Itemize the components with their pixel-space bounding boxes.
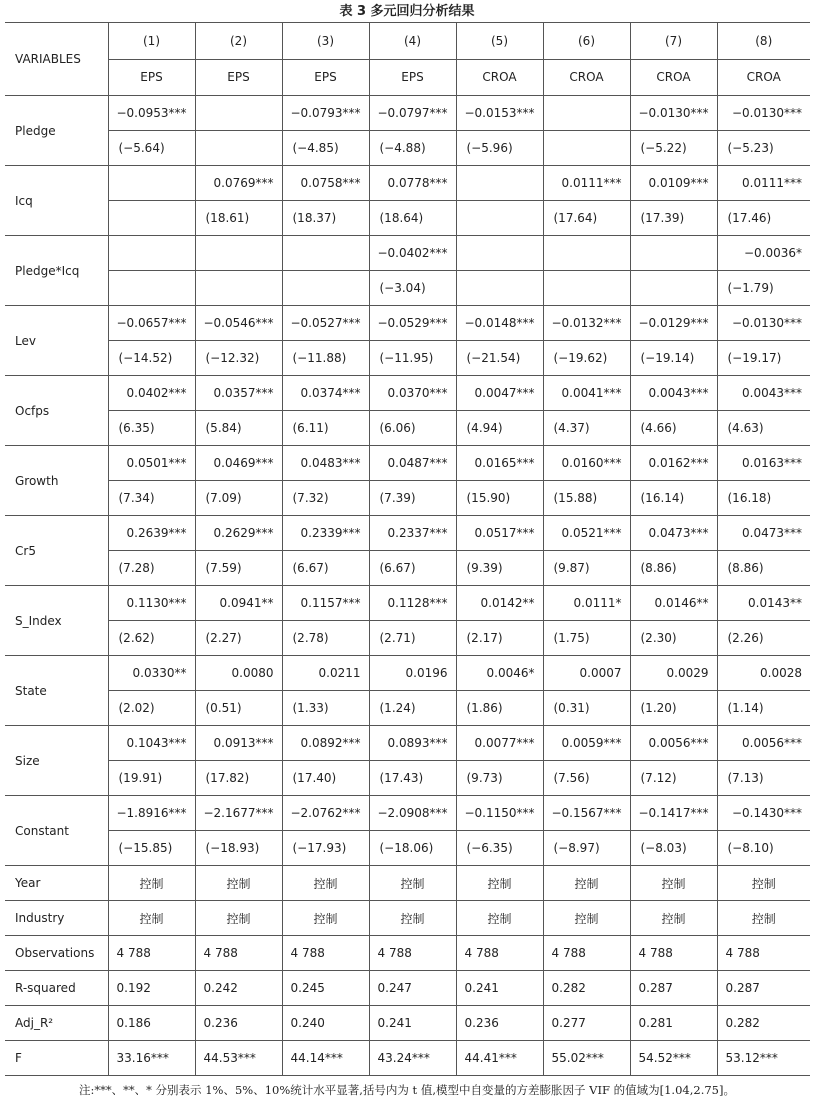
coef-cell: 0.0196 xyxy=(369,656,456,691)
coef-cell: 0.0892*** xyxy=(282,726,369,761)
tval-cell: (18.64) xyxy=(369,201,456,236)
tval-cell: (17.64) xyxy=(543,201,630,236)
model-number: (5) xyxy=(456,23,543,60)
stat-cell: 4 788 xyxy=(456,936,543,971)
tval-cell: (−11.88) xyxy=(282,341,369,376)
tval-cell: (−3.04) xyxy=(369,271,456,306)
coef-cell xyxy=(456,166,543,201)
stat-cell: 0.247 xyxy=(369,971,456,1006)
tval-cell: (−12.32) xyxy=(195,341,282,376)
control-cell: 控制 xyxy=(630,901,717,936)
tval-cell: (6.67) xyxy=(369,551,456,586)
coef-cell xyxy=(630,236,717,271)
tval-cell: (1.75) xyxy=(543,621,630,656)
variable-name: Growth xyxy=(5,446,108,516)
coef-cell xyxy=(195,96,282,131)
stat-name: Adj_R² xyxy=(5,1006,108,1041)
header-row-models xyxy=(5,23,810,60)
coef-cell: 0.0046* xyxy=(456,656,543,691)
coef-cell: −0.0129*** xyxy=(630,306,717,341)
coef-cell: 0.1043*** xyxy=(108,726,195,761)
tval-cell: (7.39) xyxy=(369,481,456,516)
dependent-var: CROA xyxy=(543,59,630,96)
tval-row xyxy=(5,271,810,306)
variable-name: Pledge*Icq xyxy=(5,236,108,306)
tval-cell: (−18.93) xyxy=(195,831,282,866)
coef-row xyxy=(5,586,810,621)
control-cell: 控制 xyxy=(108,901,195,936)
stat-cell: 4 788 xyxy=(108,936,195,971)
coef-cell: −0.0132*** xyxy=(543,306,630,341)
tval-cell: (2.30) xyxy=(630,621,717,656)
tval-cell: (−8.03) xyxy=(630,831,717,866)
tval-row xyxy=(5,481,810,516)
dependent-var: CROA xyxy=(456,59,543,96)
tval-row xyxy=(5,411,810,446)
control-row xyxy=(5,901,810,936)
coef-cell: −0.0148*** xyxy=(456,306,543,341)
tval-cell: (17.39) xyxy=(630,201,717,236)
control-name: Year xyxy=(5,866,108,901)
coef-cell xyxy=(456,236,543,271)
stat-cell: 4 788 xyxy=(717,936,810,971)
coef-cell: 0.0330** xyxy=(108,656,195,691)
tval-cell: (4.63) xyxy=(717,411,810,446)
coef-cell: 0.1157*** xyxy=(282,586,369,621)
coef-cell: −0.0797*** xyxy=(369,96,456,131)
tval-cell: (−19.17) xyxy=(717,341,810,376)
coef-cell: −0.1567*** xyxy=(543,796,630,831)
control-cell: 控制 xyxy=(456,901,543,936)
coef-cell: 0.0469*** xyxy=(195,446,282,481)
table-title: 表 3 多元回归分析结果 xyxy=(339,4,475,19)
coef-cell: 0.0517*** xyxy=(456,516,543,551)
stat-cell: 0.192 xyxy=(108,971,195,1006)
tval-cell: (9.87) xyxy=(543,551,630,586)
coef-cell: −0.0130*** xyxy=(717,306,810,341)
tval-cell: (−5.64) xyxy=(108,131,195,166)
variable-name: Size xyxy=(5,726,108,796)
coef-cell: 0.0146** xyxy=(630,586,717,621)
control-cell: 控制 xyxy=(195,866,282,901)
tval-cell: (6.11) xyxy=(282,411,369,446)
tval-cell: (7.59) xyxy=(195,551,282,586)
coef-cell: 0.2629*** xyxy=(195,516,282,551)
coef-cell xyxy=(282,236,369,271)
coef-row xyxy=(5,516,810,551)
dependent-var: EPS xyxy=(369,59,456,96)
coef-cell: −0.0153*** xyxy=(456,96,543,131)
tval-cell: (−1.79) xyxy=(717,271,810,306)
tval-row xyxy=(5,131,810,166)
coef-cell: 0.0473*** xyxy=(717,516,810,551)
coef-cell: 0.0043*** xyxy=(717,376,810,411)
tval-row xyxy=(5,201,810,236)
stat-cell: 4 788 xyxy=(543,936,630,971)
tval-cell xyxy=(108,201,195,236)
stat-cell: 4 788 xyxy=(630,936,717,971)
coef-cell: 0.0160*** xyxy=(543,446,630,481)
control-cell: 控制 xyxy=(717,866,810,901)
tval-cell: (6.35) xyxy=(108,411,195,446)
coef-cell: 0.0111*** xyxy=(543,166,630,201)
tval-cell: (−17.93) xyxy=(282,831,369,866)
variable-name: State xyxy=(5,656,108,726)
tval-row xyxy=(5,551,810,586)
model-number: (4) xyxy=(369,23,456,60)
dependent-var: EPS xyxy=(195,59,282,96)
stat-row xyxy=(5,1006,810,1041)
stat-row xyxy=(5,936,810,971)
coef-cell: 0.0143** xyxy=(717,586,810,621)
coef-cell: 0.0374*** xyxy=(282,376,369,411)
stat-cell: 0.186 xyxy=(108,1006,195,1041)
tval-cell: (8.86) xyxy=(630,551,717,586)
coef-cell: −0.0402*** xyxy=(369,236,456,271)
coef-cell xyxy=(195,236,282,271)
tval-cell: (2.26) xyxy=(717,621,810,656)
tval-cell: (1.33) xyxy=(282,691,369,726)
tval-cell: (−19.62) xyxy=(543,341,630,376)
coef-cell: 0.0056*** xyxy=(717,726,810,761)
coef-cell: 0.0473*** xyxy=(630,516,717,551)
coef-cell: 0.0211 xyxy=(282,656,369,691)
tval-cell: (−4.85) xyxy=(282,131,369,166)
coef-cell: −2.1677*** xyxy=(195,796,282,831)
stat-cell: 44.53*** xyxy=(195,1041,282,1076)
tval-cell: (−8.97) xyxy=(543,831,630,866)
coef-row xyxy=(5,376,810,411)
tval-cell xyxy=(456,201,543,236)
tval-cell xyxy=(456,271,543,306)
tval-cell: (7.12) xyxy=(630,761,717,796)
variable-name: Constant xyxy=(5,796,108,866)
coef-cell: 0.0077*** xyxy=(456,726,543,761)
tval-cell: (9.39) xyxy=(456,551,543,586)
tval-cell xyxy=(282,271,369,306)
tval-cell: (2.71) xyxy=(369,621,456,656)
tval-cell: (19.91) xyxy=(108,761,195,796)
model-number: (6) xyxy=(543,23,630,60)
tval-cell: (17.46) xyxy=(717,201,810,236)
tval-cell: (7.13) xyxy=(717,761,810,796)
coef-row xyxy=(5,236,810,271)
control-cell: 控制 xyxy=(717,901,810,936)
coef-cell xyxy=(543,96,630,131)
coef-row xyxy=(5,656,810,691)
tval-cell: (0.31) xyxy=(543,691,630,726)
header-row-dependent xyxy=(5,59,810,96)
tval-cell: (1.86) xyxy=(456,691,543,726)
tval-cell: (0.51) xyxy=(195,691,282,726)
coef-cell: −0.1430*** xyxy=(717,796,810,831)
tval-cell: (−5.96) xyxy=(456,131,543,166)
tval-cell: (15.90) xyxy=(456,481,543,516)
stat-cell: 0.282 xyxy=(543,971,630,1006)
variable-name: Cr5 xyxy=(5,516,108,586)
tval-cell: (18.61) xyxy=(195,201,282,236)
variables-header: VARIABLES xyxy=(5,23,108,96)
variable-name: S_Index xyxy=(5,586,108,656)
tval-cell: (2.17) xyxy=(456,621,543,656)
control-cell: 控制 xyxy=(282,866,369,901)
stat-cell: 0.241 xyxy=(456,971,543,1006)
coef-cell: −0.0793*** xyxy=(282,96,369,131)
stat-cell: 43.24*** xyxy=(369,1041,456,1076)
stat-name: F xyxy=(5,1041,108,1076)
model-number: (7) xyxy=(630,23,717,60)
stat-cell: 4 788 xyxy=(369,936,456,971)
coef-cell: 0.0028 xyxy=(717,656,810,691)
tval-cell xyxy=(543,131,630,166)
stat-cell: 0.236 xyxy=(456,1006,543,1041)
coef-cell xyxy=(108,236,195,271)
coef-cell: 0.0501*** xyxy=(108,446,195,481)
tval-cell: (−11.95) xyxy=(369,341,456,376)
tval-cell: (15.88) xyxy=(543,481,630,516)
coef-cell: 0.0370*** xyxy=(369,376,456,411)
tval-cell: (7.09) xyxy=(195,481,282,516)
coef-row xyxy=(5,166,810,201)
control-cell: 控制 xyxy=(282,901,369,936)
coef-cell: 0.0778*** xyxy=(369,166,456,201)
coef-cell: −1.8916*** xyxy=(108,796,195,831)
table-note: 注:***、**、* 分别表示 1%、5%、10%统计水平显著,括号内为 t 值,模型中自变量的方差膨胀因子 VIF 的值域为[1.04,2.75]。 xyxy=(79,1083,735,1097)
stat-name: R-squared xyxy=(5,971,108,1006)
stat-cell: 0.277 xyxy=(543,1006,630,1041)
coef-cell: 0.0111* xyxy=(543,586,630,621)
tval-cell: (7.32) xyxy=(282,481,369,516)
tval-row xyxy=(5,831,810,866)
stat-cell: 44.41*** xyxy=(456,1041,543,1076)
stat-cell: 0.241 xyxy=(369,1006,456,1041)
tval-row xyxy=(5,341,810,376)
table-body xyxy=(5,23,810,1076)
coef-cell: −0.0130*** xyxy=(630,96,717,131)
tval-cell: (16.14) xyxy=(630,481,717,516)
tval-cell: (16.18) xyxy=(717,481,810,516)
coef-cell: 0.0163*** xyxy=(717,446,810,481)
coef-cell: 0.0402*** xyxy=(108,376,195,411)
tval-cell xyxy=(543,271,630,306)
coef-cell: 0.0043*** xyxy=(630,376,717,411)
tval-cell: (8.86) xyxy=(717,551,810,586)
tval-cell xyxy=(108,271,195,306)
stat-cell: 0.281 xyxy=(630,1006,717,1041)
control-cell: 控制 xyxy=(543,866,630,901)
control-cell: 控制 xyxy=(369,866,456,901)
coef-cell: −0.0546*** xyxy=(195,306,282,341)
tval-cell xyxy=(195,131,282,166)
model-number: (2) xyxy=(195,23,282,60)
coef-cell: 0.0483*** xyxy=(282,446,369,481)
dependent-var: EPS xyxy=(108,59,195,96)
model-number: (1) xyxy=(108,23,195,60)
variable-name: Ocfps xyxy=(5,376,108,446)
stat-cell: 54.52*** xyxy=(630,1041,717,1076)
coef-cell: 0.2337*** xyxy=(369,516,456,551)
coef-cell: 0.0109*** xyxy=(630,166,717,201)
stat-cell: 0.282 xyxy=(717,1006,810,1041)
coef-row xyxy=(5,306,810,341)
tval-cell: (2.27) xyxy=(195,621,282,656)
tval-cell: (7.34) xyxy=(108,481,195,516)
tval-cell: (5.84) xyxy=(195,411,282,446)
coef-cell: −0.0529*** xyxy=(369,306,456,341)
coef-cell: −0.0036* xyxy=(717,236,810,271)
stat-cell: 0.245 xyxy=(282,971,369,1006)
tval-cell xyxy=(195,271,282,306)
stat-cell: 0.242 xyxy=(195,971,282,1006)
control-name: Industry xyxy=(5,901,108,936)
tval-cell: (1.24) xyxy=(369,691,456,726)
tval-row xyxy=(5,621,810,656)
tval-cell: (17.40) xyxy=(282,761,369,796)
coef-row xyxy=(5,96,810,131)
coef-cell: 0.0111*** xyxy=(717,166,810,201)
tval-cell: (−18.06) xyxy=(369,831,456,866)
coef-cell: 0.0893*** xyxy=(369,726,456,761)
tval-cell: (4.66) xyxy=(630,411,717,446)
coef-cell: 0.0142** xyxy=(456,586,543,621)
stat-cell: 4 788 xyxy=(282,936,369,971)
coef-cell: −0.1417*** xyxy=(630,796,717,831)
tval-cell: (17.43) xyxy=(369,761,456,796)
dependent-var: CROA xyxy=(630,59,717,96)
tval-cell: (4.37) xyxy=(543,411,630,446)
stat-row xyxy=(5,971,810,1006)
coef-cell xyxy=(108,166,195,201)
coef-cell: 0.0521*** xyxy=(543,516,630,551)
coef-row xyxy=(5,446,810,481)
tval-cell: (−14.52) xyxy=(108,341,195,376)
coef-cell: −0.0130*** xyxy=(717,96,810,131)
coef-cell: 0.0080 xyxy=(195,656,282,691)
coef-cell: 0.0162*** xyxy=(630,446,717,481)
tval-cell: (6.67) xyxy=(282,551,369,586)
control-cell: 控制 xyxy=(369,901,456,936)
tval-cell: (9.73) xyxy=(456,761,543,796)
tval-cell: (2.62) xyxy=(108,621,195,656)
coef-cell: −2.0908*** xyxy=(369,796,456,831)
coef-cell: −0.0657*** xyxy=(108,306,195,341)
coef-cell: −0.0953*** xyxy=(108,96,195,131)
tval-cell: (6.06) xyxy=(369,411,456,446)
tval-cell: (−8.10) xyxy=(717,831,810,866)
coef-cell: 0.0758*** xyxy=(282,166,369,201)
tval-cell: (−5.22) xyxy=(630,131,717,166)
stat-name: Observations xyxy=(5,936,108,971)
stat-cell: 0.287 xyxy=(630,971,717,1006)
tval-cell xyxy=(630,271,717,306)
coef-cell: 0.0913*** xyxy=(195,726,282,761)
tval-cell: (7.28) xyxy=(108,551,195,586)
coef-cell: 0.1130*** xyxy=(108,586,195,621)
dependent-var: EPS xyxy=(282,59,369,96)
tval-cell: (−19.14) xyxy=(630,341,717,376)
tval-cell: (2.78) xyxy=(282,621,369,656)
variable-name: Lev xyxy=(5,306,108,376)
control-cell: 控制 xyxy=(456,866,543,901)
coef-cell: 0.2339*** xyxy=(282,516,369,551)
tval-cell: (17.82) xyxy=(195,761,282,796)
tval-row xyxy=(5,761,810,796)
tval-cell: (−15.85) xyxy=(108,831,195,866)
coef-cell: 0.0007 xyxy=(543,656,630,691)
coef-cell: −0.1150*** xyxy=(456,796,543,831)
tval-cell: (1.14) xyxy=(717,691,810,726)
coef-cell: 0.0941** xyxy=(195,586,282,621)
stat-cell: 53.12*** xyxy=(717,1041,810,1076)
coef-cell: 0.0047*** xyxy=(456,376,543,411)
stat-cell: 4 788 xyxy=(195,936,282,971)
control-cell: 控制 xyxy=(195,901,282,936)
coef-cell: 0.2639*** xyxy=(108,516,195,551)
coef-cell: −2.0762*** xyxy=(282,796,369,831)
tval-cell: (−5.23) xyxy=(717,131,810,166)
stat-row xyxy=(5,1041,810,1076)
coef-cell: 0.0487*** xyxy=(369,446,456,481)
tval-cell: (4.94) xyxy=(456,411,543,446)
coef-cell: 0.0165*** xyxy=(456,446,543,481)
coef-cell: 0.0056*** xyxy=(630,726,717,761)
coef-cell: 0.0041*** xyxy=(543,376,630,411)
coef-cell: −0.0527*** xyxy=(282,306,369,341)
coef-row xyxy=(5,726,810,761)
control-cell: 控制 xyxy=(108,866,195,901)
variable-name: Pledge xyxy=(5,96,108,166)
variable-name: Icq xyxy=(5,166,108,236)
tval-cell: (7.56) xyxy=(543,761,630,796)
tval-row xyxy=(5,691,810,726)
coef-row xyxy=(5,796,810,831)
stat-cell: 0.240 xyxy=(282,1006,369,1041)
coef-cell: 0.1128*** xyxy=(369,586,456,621)
coef-cell: 0.0769*** xyxy=(195,166,282,201)
tval-cell: (−4.88) xyxy=(369,131,456,166)
tval-cell: (1.20) xyxy=(630,691,717,726)
control-cell: 控制 xyxy=(630,866,717,901)
tval-cell: (−21.54) xyxy=(456,341,543,376)
stat-cell: 0.236 xyxy=(195,1006,282,1041)
control-row xyxy=(5,866,810,901)
tval-cell: (18.37) xyxy=(282,201,369,236)
coef-cell: 0.0357*** xyxy=(195,376,282,411)
model-number: (8) xyxy=(717,23,810,60)
tval-cell: (2.02) xyxy=(108,691,195,726)
model-number: (3) xyxy=(282,23,369,60)
regression-table xyxy=(5,22,810,1076)
stat-cell: 55.02*** xyxy=(543,1041,630,1076)
tval-cell: (−6.35) xyxy=(456,831,543,866)
control-cell: 控制 xyxy=(543,901,630,936)
stat-cell: 33.16*** xyxy=(108,1041,195,1076)
coef-cell xyxy=(543,236,630,271)
stat-cell: 0.287 xyxy=(717,971,810,1006)
dependent-var: CROA xyxy=(717,59,810,96)
coef-cell: 0.0059*** xyxy=(543,726,630,761)
stat-cell: 44.14*** xyxy=(282,1041,369,1076)
coef-cell: 0.0029 xyxy=(630,656,717,691)
